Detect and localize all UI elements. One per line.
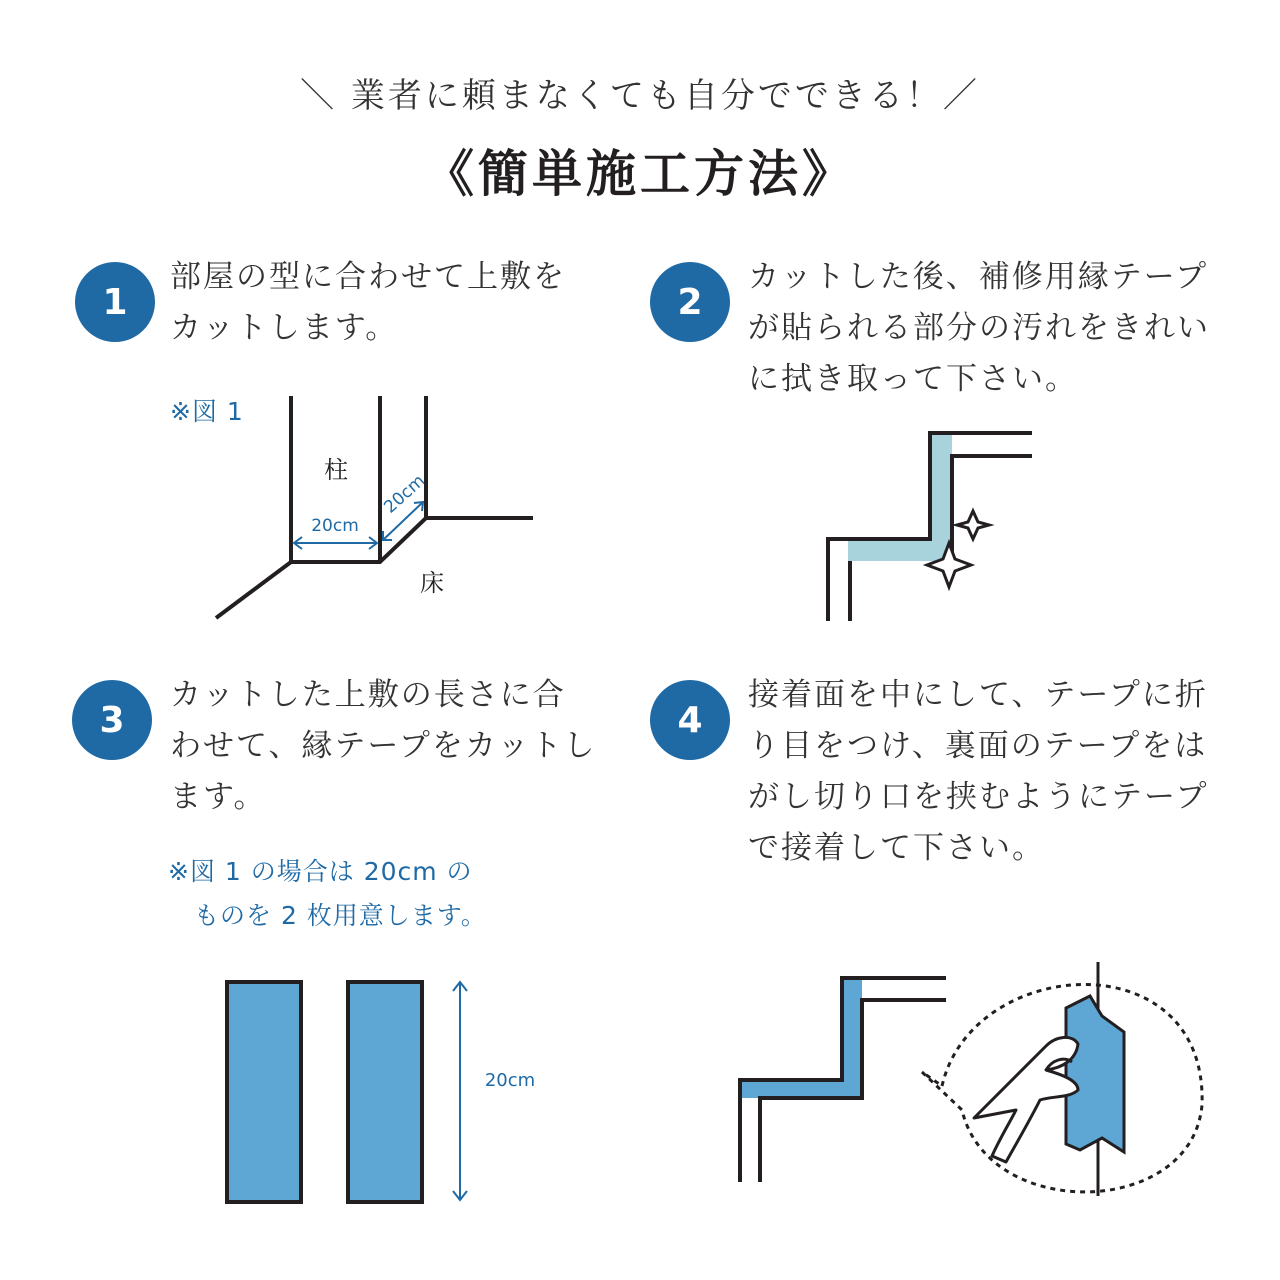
step-4-badge: 4	[650, 680, 730, 760]
dimension-width-label: 20cm	[311, 516, 359, 536]
figure-4-diagram	[730, 950, 1210, 1210]
dimension-depth-label: 20cm	[380, 470, 430, 518]
figure-2-diagram	[820, 425, 1040, 625]
floor-label: 床	[420, 569, 444, 597]
length-arrow	[453, 982, 467, 1200]
page-title: 《簡単施工方法》	[424, 145, 856, 203]
tape-piece-2	[348, 982, 422, 1202]
pillar-label: 柱	[324, 456, 348, 484]
step-3-badge: 3	[72, 680, 152, 760]
pillar-corner-lines	[216, 396, 533, 618]
figure-1-diagram	[200, 390, 550, 630]
figure-3-note: ※図 1 の場合は 20cm の ものを 2 枚用意します。	[168, 857, 487, 930]
step-2-text: カットした後、補修用縁テープ が貼られる部分の汚れをきれい に拭き取って下さい。	[748, 259, 1210, 397]
page-subtitle: ＼ 業者に頼まなくても自分でできる！／	[300, 76, 980, 116]
tape-piece-1	[227, 982, 301, 1202]
step-2-badge: 2	[650, 262, 730, 342]
step-3-text: カットした上敷の長さに合 わせて、縁テープをカットし ます。	[170, 677, 597, 815]
step-1-text: 部屋の型に合わせて上敷を カットします。	[170, 259, 566, 346]
step-edge-lines	[828, 433, 1032, 621]
figure-1-note: ※図 1	[170, 397, 244, 426]
cleaning-area	[848, 433, 952, 561]
step-4-text: 接着面を中にして、テープに折 り目をつけ、裏面のテープをは がし切り口を挟むようにテープ で接着して下さい。	[748, 677, 1209, 866]
length-label: 20cm	[484, 1070, 536, 1091]
figure-3-diagram	[215, 970, 555, 1220]
step-1-badge: 1	[75, 262, 155, 342]
step-edge-lines-2	[740, 978, 946, 1182]
